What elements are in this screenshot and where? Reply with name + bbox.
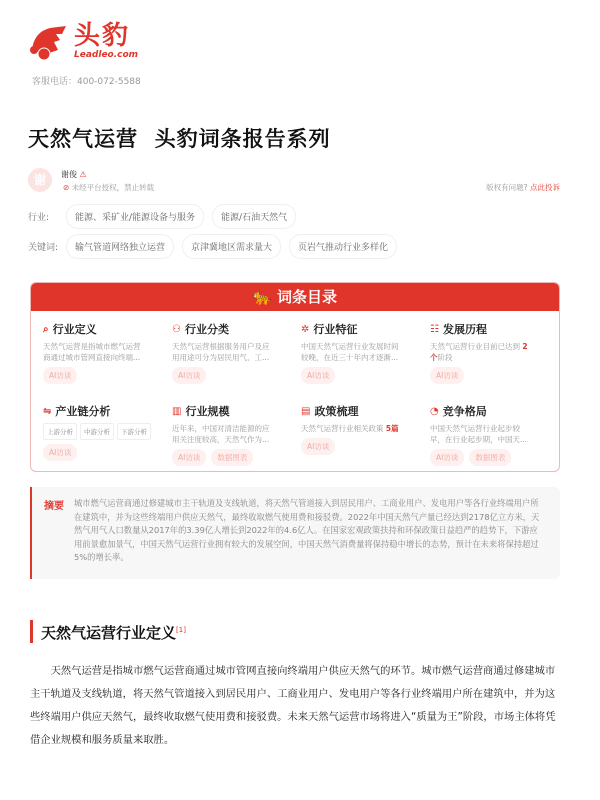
brand-name: 头豹 [74,21,131,51]
catalog-item[interactable] [43,403,172,472]
industry-tag[interactable]: 能源、采矿业/能源设备与服务 [66,204,204,229]
forbidden-icon: ⊘ [63,183,70,192]
catalog-item-desc [301,423,401,434]
ai-interview-button[interactable]: AI访谈 [43,444,77,461]
chain-sub-tab[interactable]: 下游分析 [117,423,151,440]
catalog-item[interactable] [172,403,301,472]
catalog-item[interactable] [172,321,301,395]
ai-interview-button[interactable]: AI访谈 [430,449,464,466]
catalog-item-title: 行业定义 [52,323,97,336]
catalog-item[interactable] [430,403,559,472]
catalog-item[interactable] [301,321,430,395]
catalog-item-desc [301,341,401,363]
section-title: 天然气运营行业定义 [41,624,177,642]
search-doc-icon: ⌕ [43,323,49,335]
industry-row [28,204,304,229]
brand-domain: Leadleo.com [74,50,139,60]
chain-icon: ⇋ [43,405,52,417]
desc-highlight: 5篇 [385,424,399,433]
ai-interview-button[interactable]: AI访谈 [172,367,206,384]
catalog-panel [30,282,560,472]
desc-highlight: 2个 [430,342,528,362]
catalog-item-desc [172,341,272,363]
industry-tag[interactable]: 能源/石油天然气 [212,204,296,229]
desc-text: 天然气运营是指城市燃气运营商通过城市管网直接向终端... [43,342,141,362]
catalog-item-desc [172,423,272,445]
chain-sub-tab[interactable]: 中游分析 [80,423,114,440]
report-link[interactable]: 点此投诉 [530,183,560,192]
desc-text: 近年来，中国对清洁能源的应用关注度较高，天然气作为... [172,424,270,444]
ai-interview-button[interactable]: AI访谈 [301,367,335,384]
catalog-item-title: 产业链分析 [55,405,111,418]
pie-chart-icon: ◔ [430,405,439,417]
catalog-title: 词条目录 [276,288,337,306]
chain-sub-tab[interactable]: 上游分析 [43,423,77,440]
ai-interview-button[interactable]: AI访谈 [301,438,335,455]
notice-text: 未经平台授权，禁止转载 [71,183,155,192]
author-name-text: 谢俊 [61,170,77,179]
reference-link[interactable]: [1] [176,626,186,634]
catalog-item-title: 发展历程 [442,323,487,336]
keywords-label: 关键词: [28,243,59,253]
desc-text: 中国天然气运营行业发展时间较晚，在近三十年内才逐渐... [301,342,399,362]
keywords-row [28,234,405,259]
catalog-item[interactable] [430,321,559,395]
timeline-icon: ☷ [430,323,439,335]
keyword-tag[interactable]: 输气管道网络独立运营 [66,234,174,259]
section-heading [30,620,186,643]
copyright-question: 版权有问题? [486,183,528,192]
catalog-header [31,283,559,311]
leopard-icon: 🐆 [253,288,272,306]
section-body: 天然气运营是指城市燃气运营商通过城市管网直接向终端用户供应天然气的环节。城市燃气运营商通过修建城市主干轨道及支线轨道，将天然气管道接入到居民用户、工商业用户、发电用户等各行业终端用户所在建筑中，并为这些终端用户供应天然气，最终收取燃气使用费和接驳费。未来天然气运营市场将进入“质量为王”阶段，市场主体将凭借企业规模和服务质量来取胜。 [30,665,556,746]
data-chart-button[interactable]: 数据图表 [469,449,511,466]
service-phone: 客服电话：400-072-5588 [32,77,141,87]
ai-interview-button[interactable]: AI访谈 [172,449,206,466]
catalog-item[interactable] [301,403,430,472]
keyword-tag[interactable]: 京津冀地区需求量大 [182,234,281,259]
keyword-tag[interactable]: 页岩气推动行业多样化 [289,234,397,259]
abstract-text: 城市燃气运营商通过修建城市主干轨道及支线轨道，将天然气管道接入到居民用户、工商业用户、发电用户等各行业终端用户所在建筑中，并为这些终端用户供应天然气，最终收取燃气使用费和接驳费。2022年中国天然气产量已经达到2178亿立方米，天然气用气人口数量从2017年的3.39亿人增长到2022年的4.6亿人。在国家宏观政策扶持和环保政策日益趋严的趋势下，下游应用前景愈加景气，中国天然气运营行业拥有较大的发展空间，中国天然气消费量将保持稳中增长的态势，预计在未来将保持超过5%的增长率。 [74,498,540,562]
hierarchy-icon: ⚇ [172,323,181,335]
brand-logo[interactable] [28,20,138,62]
catalog-item-title: 行业分类 [184,323,229,336]
page-title: 天然气运营 头豹词条报告系列 [28,127,331,151]
policy-icon: ▤ [301,405,311,417]
desc-text: 天然气运营行业相关政策 [301,424,384,433]
catalog-item-title: 行业特征 [313,323,358,336]
desc-text: 天然气运营根据服务用户及应用用途可分为居民用气、工... [172,342,270,362]
leopard-logo-icon [28,20,70,62]
catalog-item[interactable] [43,321,172,395]
ai-interview-button[interactable]: AI访谈 [43,367,77,384]
abstract-label: 摘要 [44,501,64,512]
catalog-item-title: 政策梳理 [314,405,359,418]
gear-icon: ✲ [301,323,310,335]
bar-chart-icon: ▥ [172,405,182,417]
desc-text: 天然气运营行业目前已达到 [430,342,520,351]
desc-text: 中国天然气运营行业起步较早，在行业起步期，中国天... [430,424,528,444]
author-badge-icon: ⚠ [79,170,87,179]
data-chart-button[interactable]: 数据图表 [211,449,253,466]
author-name[interactable] [61,169,87,180]
catalog-item-desc [43,341,143,363]
catalog-item-desc [430,423,530,445]
catalog-item-title: 行业规模 [185,405,230,418]
catalog-item-title: 竞争格局 [442,405,487,418]
catalog-item-desc [430,341,530,363]
ai-interview-button[interactable]: AI访谈 [430,367,464,384]
avatar: 谢 [28,168,52,192]
desc-tail: 阶段 [437,353,453,362]
industry-label: 行业: [28,213,50,223]
copyright-notice [63,182,154,193]
copyright-report [486,182,560,193]
abstract-box [30,487,560,579]
